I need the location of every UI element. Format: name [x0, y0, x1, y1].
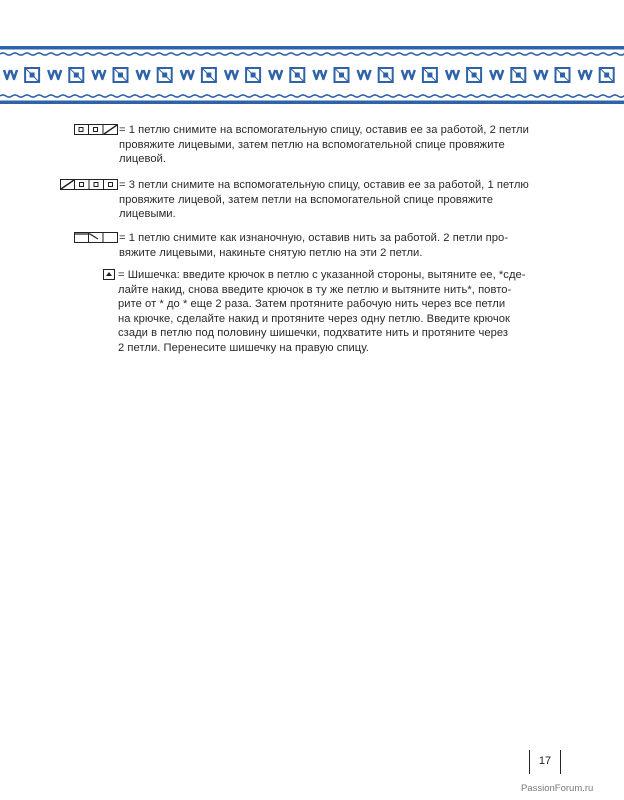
legend-line: вяжите лицевыми, накиньте снятую петлю на эти 2 петли. — [119, 246, 423, 259]
legend-line: = 1 петлю снимите на вспомогательную спицу, оставив ее за работой, 2 петли — [119, 124, 529, 136]
legend-line: 2 петли. Перенесите шишечку на правую спицу. — [118, 341, 369, 354]
page-number: 17 — [538, 755, 552, 767]
legend-line: лицевыми. — [119, 208, 176, 221]
legend-line: = Шишечка: введите крючок в петлю с указанной стороны, вытяните ее, *сде- — [118, 269, 526, 281]
legend-line: лайте накид, снова введите крючок в ту же петлю и вытяните нить*, повто- — [118, 283, 512, 296]
cable-4-left-icon — [60, 179, 118, 195]
slip-over-icon — [74, 232, 118, 248]
legend-line: рите от * до * еще 2 раза. Затем протяните рабочую нить через все петли — [118, 298, 506, 311]
legend-line: = 1 петлю снимите как изнаночную, оставив нить за работой. 2 петли про- — [119, 232, 509, 244]
page-number-box — [529, 750, 561, 774]
legend-line: = 3 петли снимите на вспомогательную спицу, оставив ее за работой, 1 петлю — [119, 179, 529, 191]
watermark: PassionForum.ru — [521, 783, 594, 794]
legend-line: провяжите лицевыми, затем петлю на вспомогательной спице провяжите — [119, 138, 505, 151]
legend-line: лицевой. — [119, 153, 167, 166]
bobble-icon — [103, 269, 115, 285]
legend-line: провяжите лицевой, затем петли на вспомогательной спице провяжите — [119, 193, 494, 206]
cable-3-left-icon — [74, 124, 118, 140]
knit-pattern-border — [0, 46, 624, 104]
legend-line: на крючке, сделайте накид и протяните через одну петлю. Введите крючок — [118, 312, 510, 325]
legend-line: сзади в петлю под половину шишечки, подхватите нить и протяните через — [118, 327, 509, 340]
